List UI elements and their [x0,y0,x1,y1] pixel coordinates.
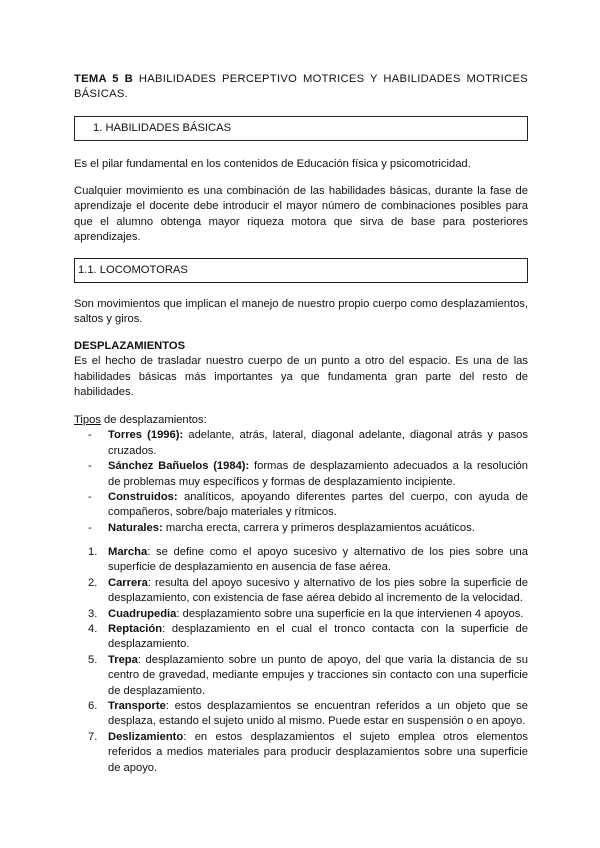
document-title [74,72,528,103]
list-item: 2. Carrera: resulta del apoyo sucesivo y alternativo de los pies sobre la superficie de desplazamiento, con existencia de fase aérea debido al incremento de la velocidad. [88,576,528,605]
list-item: - Torres (1996): adelante, atrás, lateral, diagonal adelante, diagonal atrás y pasos cruzados. [74,428,528,459]
paragraph: Cualquier movimiento es una combinación de las habilidades básicas, durante la fase de aprendizaje el docente debe introducir el mayor número de combinaciones posibles para que el alumno obtenga mayor riqueza motora que sirva de base para posteriores aprendizajes. [74,185,528,244]
paragraph: Es el hecho de trasladar nuestro cuerpo de un punto a otro del espacio. Es una de las habilidades básicas más importantes ya que fundamenta gran parte del resto de habilidades. [74,355,528,399]
list-item: 1. Marcha: se define como el apoyo sucesivo y alternativo de los pies sobre una superficie de desplazamiento en ausencia de fase aérea. [88,546,528,574]
list-item: 4. Reptación: desplazamiento en el cual el tronco contacta con la superficie de desplazamiento. [88,623,528,651]
numbered-list [74,545,528,776]
list-item: 5. Trepa: desplazamiento sobre un punto de apoyo, del que varia la distancia de su centro de gravedad, mediante empujes y tracciones sin contacto con una superficie de desplazamiento. [88,653,528,697]
tipos-label: Tipos de desplazamientos: [74,414,207,426]
title-text: HABILIDADES PERCEPTIVO MOTRICES Y HABILIDADES MOTRICES BÁSICAS. [74,73,528,101]
list-item: - Construidos: analíticos, apoyando diferentes partes del cuerpo, con ayuda de compañeros, sobre/bajo materiales y rítmicos. [74,490,528,521]
tipos-list [74,428,528,536]
list-item: - Sánchez Bañuelos (1984): formas de desplazamiento adecuados a la resolución de problemas muy específicos y formas de desplazamiento incipiente. [74,459,528,490]
list-item: 7. Deslizamiento: en estos desplazamientos el sujeto emplea otros elementos referidos a medios materiales para producir desplazamientos sobre una superficie de apoyo. [88,730,528,774]
section-heading-box [74,116,528,141]
list-item: 3. Cuadrupedia: desplazamiento sobre una superficie en la que intervienen 4 apoyos. [88,607,524,620]
desplazamientos-section [74,339,528,401]
title-bold: TEMA 5 B [74,73,134,85]
tipos-section [74,413,528,536]
section-heading: 1. HABILIDADES BÁSICAS [93,122,232,134]
paragraph: Es el pilar fundamental en los contenidos de Educación física y psicomotricidad. [74,158,471,170]
subsection-heading-box [74,258,528,283]
paragraph: Son movimientos que implican el manejo de nuestro propio cuerpo como desplazamientos, saltos y giros. [74,298,528,326]
list-item: 6. Transporte: estos desplazamientos se encuentran referidos a un objeto que se desplaza, estando el sujeto unido al mismo. Puede estar en suspensión o en apoyo. [88,700,528,728]
list-item: - Naturales: marcha erecta, carrera y primeros desplazamientos acuáticos. [74,521,528,536]
subsection-heading: 1.1. LOCOMOTORAS [78,264,188,276]
desplazamientos-heading: DESPLAZAMIENTOS [74,340,186,352]
